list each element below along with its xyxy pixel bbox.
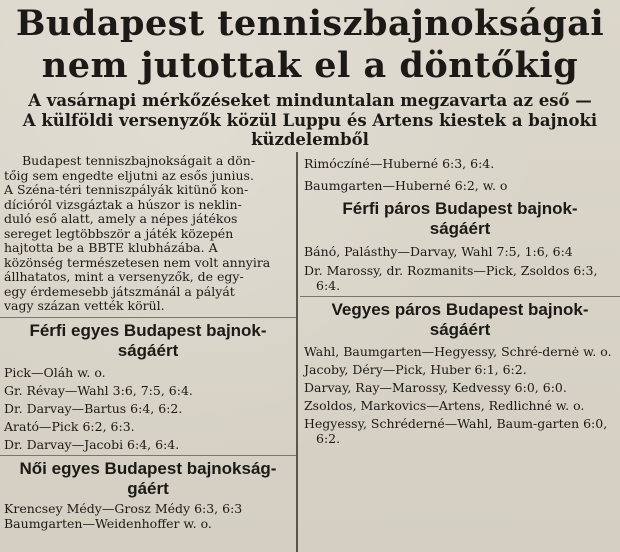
intro-line: hajtotta be a BBTE klubházába. A (4, 240, 218, 255)
match-result: Zsoldos, Markovics—Artens, Redlichné w. o. (304, 398, 585, 413)
intro-line: egy érdemesebb játszmánál a pályát (4, 283, 235, 299)
mens-singles-section (0, 321, 296, 452)
headline-line-2: nem jutottak el a döntőkig (41, 45, 579, 86)
mixed-doubles-section (300, 300, 620, 446)
match-result: Rimóczíné—Huberné 6:3, 6:4. (304, 156, 495, 171)
section-separator (300, 296, 620, 297)
intro-line: dícióról vizsgáztak a húszor is neklin- (4, 196, 242, 212)
right-column (300, 152, 620, 552)
match-result: Darvay, Ray—Marossy, Kedvessy 6:0, 6:0. (304, 380, 567, 395)
intro-line: vagy százan vették körül. (4, 298, 165, 313)
intro-paragraph (0, 152, 296, 314)
section-separator (0, 455, 296, 456)
section-title-cont: gáért (127, 478, 169, 498)
match-result: Dr. Darvay—Bartus 6:4, 6:2. (4, 400, 183, 416)
subheadline-line-2: A külföldi versenyzők közül Luppu és Artens kiestek a bajnoki (22, 111, 598, 130)
match-result: Dr. Darvay—Jacobi 6:4, 6:4. (4, 436, 180, 452)
match-result: Baumgarten—Huberné 6:2, w. o (304, 178, 508, 193)
section-title-cont: ságáért (429, 219, 491, 238)
intro-line: közönség természetesen nem volt annyira (4, 254, 271, 270)
section-separator (0, 317, 296, 318)
match-result: Bánó, Palásthy—Darvay, Wahl 7:5, 1:6, 6:4 (304, 244, 573, 259)
subheadline-line-1: A vasárnapi mérkőzéseket minduntalan megzavarta az eső — (28, 91, 592, 110)
match-result: Baumgarten—Weidenhoffer w. o. (4, 515, 212, 531)
match-result: Pick—Oláh w. o. (4, 364, 106, 380)
column-divider (296, 152, 298, 552)
section-title: Férfi páros Budapest bajnok- (342, 199, 578, 218)
section-title: Vegyes páros Budapest bajnok- (331, 300, 589, 319)
match-result: Gr. Révay—Wahl 3:6, 7:5, 6:4. (4, 382, 193, 398)
intro-line: duló eső alatt, amely a népes játékos (4, 211, 238, 226)
intro-line: Budapest tenniszbajnokságait a dön- (22, 153, 256, 168)
left-column (0, 152, 296, 552)
section-title-cont: ságáért (429, 320, 491, 339)
match-result: Dr. Marossy, dr. Rozmanits—Pick, Zsoldos 6:3, 6:4. (304, 263, 598, 293)
mens-doubles-section (300, 199, 620, 293)
match-result: Krencsey Médy—Grosz Médy 6:3, 6:3 (4, 500, 243, 516)
section-title: Férfi egyes Budapest bajnok- (29, 320, 267, 340)
intro-line: A Széna-téri tenniszpályák kitünő kon- (4, 182, 249, 197)
section-title: Női egyes Budapest bajnokság- (19, 458, 277, 478)
match-result: Jacoby, Déry—Pick, Huber 6:1, 6:2. (304, 362, 527, 377)
subheadline-line-3: küzdelemből (251, 130, 369, 149)
section-title-cont: ságáért (117, 340, 179, 360)
match-result: Arató—Pick 6:2, 6:3. (4, 418, 135, 434)
intro-line: tőig sem engedte eljutni az esős junius. (4, 167, 254, 183)
headline-line-1: Budapest tenniszbajnokságai (15, 3, 605, 44)
intro-line: sereget legtöbbször a játék közepén (4, 225, 234, 241)
match-result: Wahl, Baumgarten—Hegyessy, Schré-dernė w. o. (304, 344, 612, 359)
match-result: Hegyessy, Schréderné—Wahl, Baum-garten 6:0, 6:2. (304, 416, 608, 446)
womens-singles-section (0, 459, 296, 531)
intro-line: állhatatos, mint a versenyzők, de egy- (4, 269, 244, 284)
